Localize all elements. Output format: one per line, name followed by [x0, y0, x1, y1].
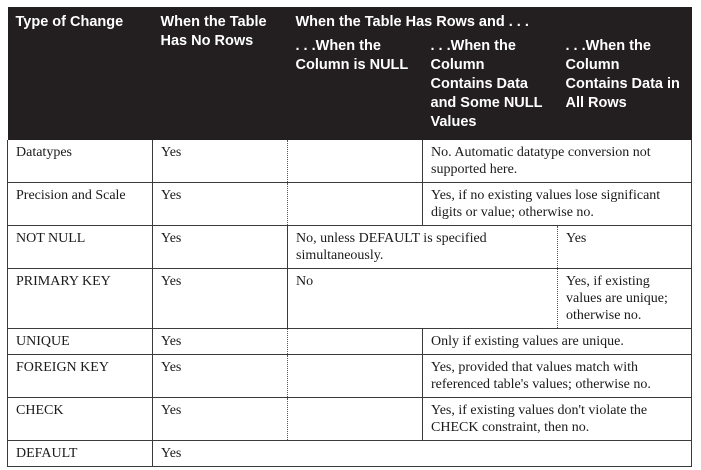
cell-type: Datatypes	[8, 140, 153, 183]
header-column-null: . . .When the Column is NULL	[288, 35, 423, 140]
cell-no-rows: Yes	[153, 183, 288, 226]
cell-type: DEFAULT	[8, 441, 153, 467]
cell-empty	[288, 140, 423, 183]
header-type-of-change: Type of Change	[8, 7, 153, 140]
cell-null-some: No, unless DEFAULT is specified simultaneously.	[288, 226, 558, 269]
table-body	[8, 140, 692, 467]
table-header	[8, 7, 692, 140]
cell-type: Precision and Scale	[8, 183, 153, 226]
header-has-rows: When the Table Has Rows and . . .	[288, 7, 692, 35]
cell-null-some: No	[288, 269, 558, 329]
cell-rows-note: Yes, if no existing values lose significant digits or value; otherwise no.	[423, 183, 692, 226]
cell-empty	[288, 183, 423, 226]
header-some-null: . . .When the Column Contains Data and Some NULL Values	[423, 35, 558, 140]
cell-type: FOREIGN KEY	[8, 355, 153, 398]
cell-type: UNIQUE	[8, 329, 153, 355]
cell-rows-note: Yes, provided that values match with referenced table's values; otherwise no.	[423, 355, 692, 398]
cell-all-rows: Yes	[558, 226, 692, 269]
table-row	[8, 269, 692, 329]
cell-empty	[288, 355, 423, 398]
cell-rows-note: Yes, if existing values don't violate the CHECK constraint, then no.	[423, 398, 692, 441]
table-row	[8, 140, 692, 183]
cell-empty	[288, 398, 423, 441]
constraint-change-table	[7, 7, 692, 467]
header-row-top	[8, 7, 692, 35]
cell-type: PRIMARY KEY	[8, 269, 153, 329]
header-all-rows: . . .When the Column Contains Data in All Rows	[558, 35, 692, 140]
table-row	[8, 355, 692, 398]
table-row	[8, 329, 692, 355]
table-row	[8, 183, 692, 226]
cell-rows-note: No. Automatic datatype conversion not supported here.	[423, 140, 692, 183]
cell-no-rows: Yes	[153, 398, 288, 441]
cell-rows-note: Only if existing values are unique.	[423, 329, 692, 355]
cell-no-rows: Yes	[153, 355, 288, 398]
cell-no-rows: Yes	[153, 441, 692, 467]
cell-no-rows: Yes	[153, 140, 288, 183]
cell-no-rows: Yes	[153, 269, 288, 329]
header-no-rows: When the Table Has No Rows	[153, 7, 288, 140]
table-row	[8, 226, 692, 269]
cell-no-rows: Yes	[153, 329, 288, 355]
table-row	[8, 398, 692, 441]
constraint-change-table-wrapper	[7, 7, 691, 467]
table-row	[8, 441, 692, 467]
cell-all-rows: Yes, if existing values are unique; otherwise no.	[558, 269, 692, 329]
cell-empty	[288, 329, 423, 355]
cell-type: CHECK	[8, 398, 153, 441]
cell-no-rows: Yes	[153, 226, 288, 269]
cell-type: NOT NULL	[8, 226, 153, 269]
